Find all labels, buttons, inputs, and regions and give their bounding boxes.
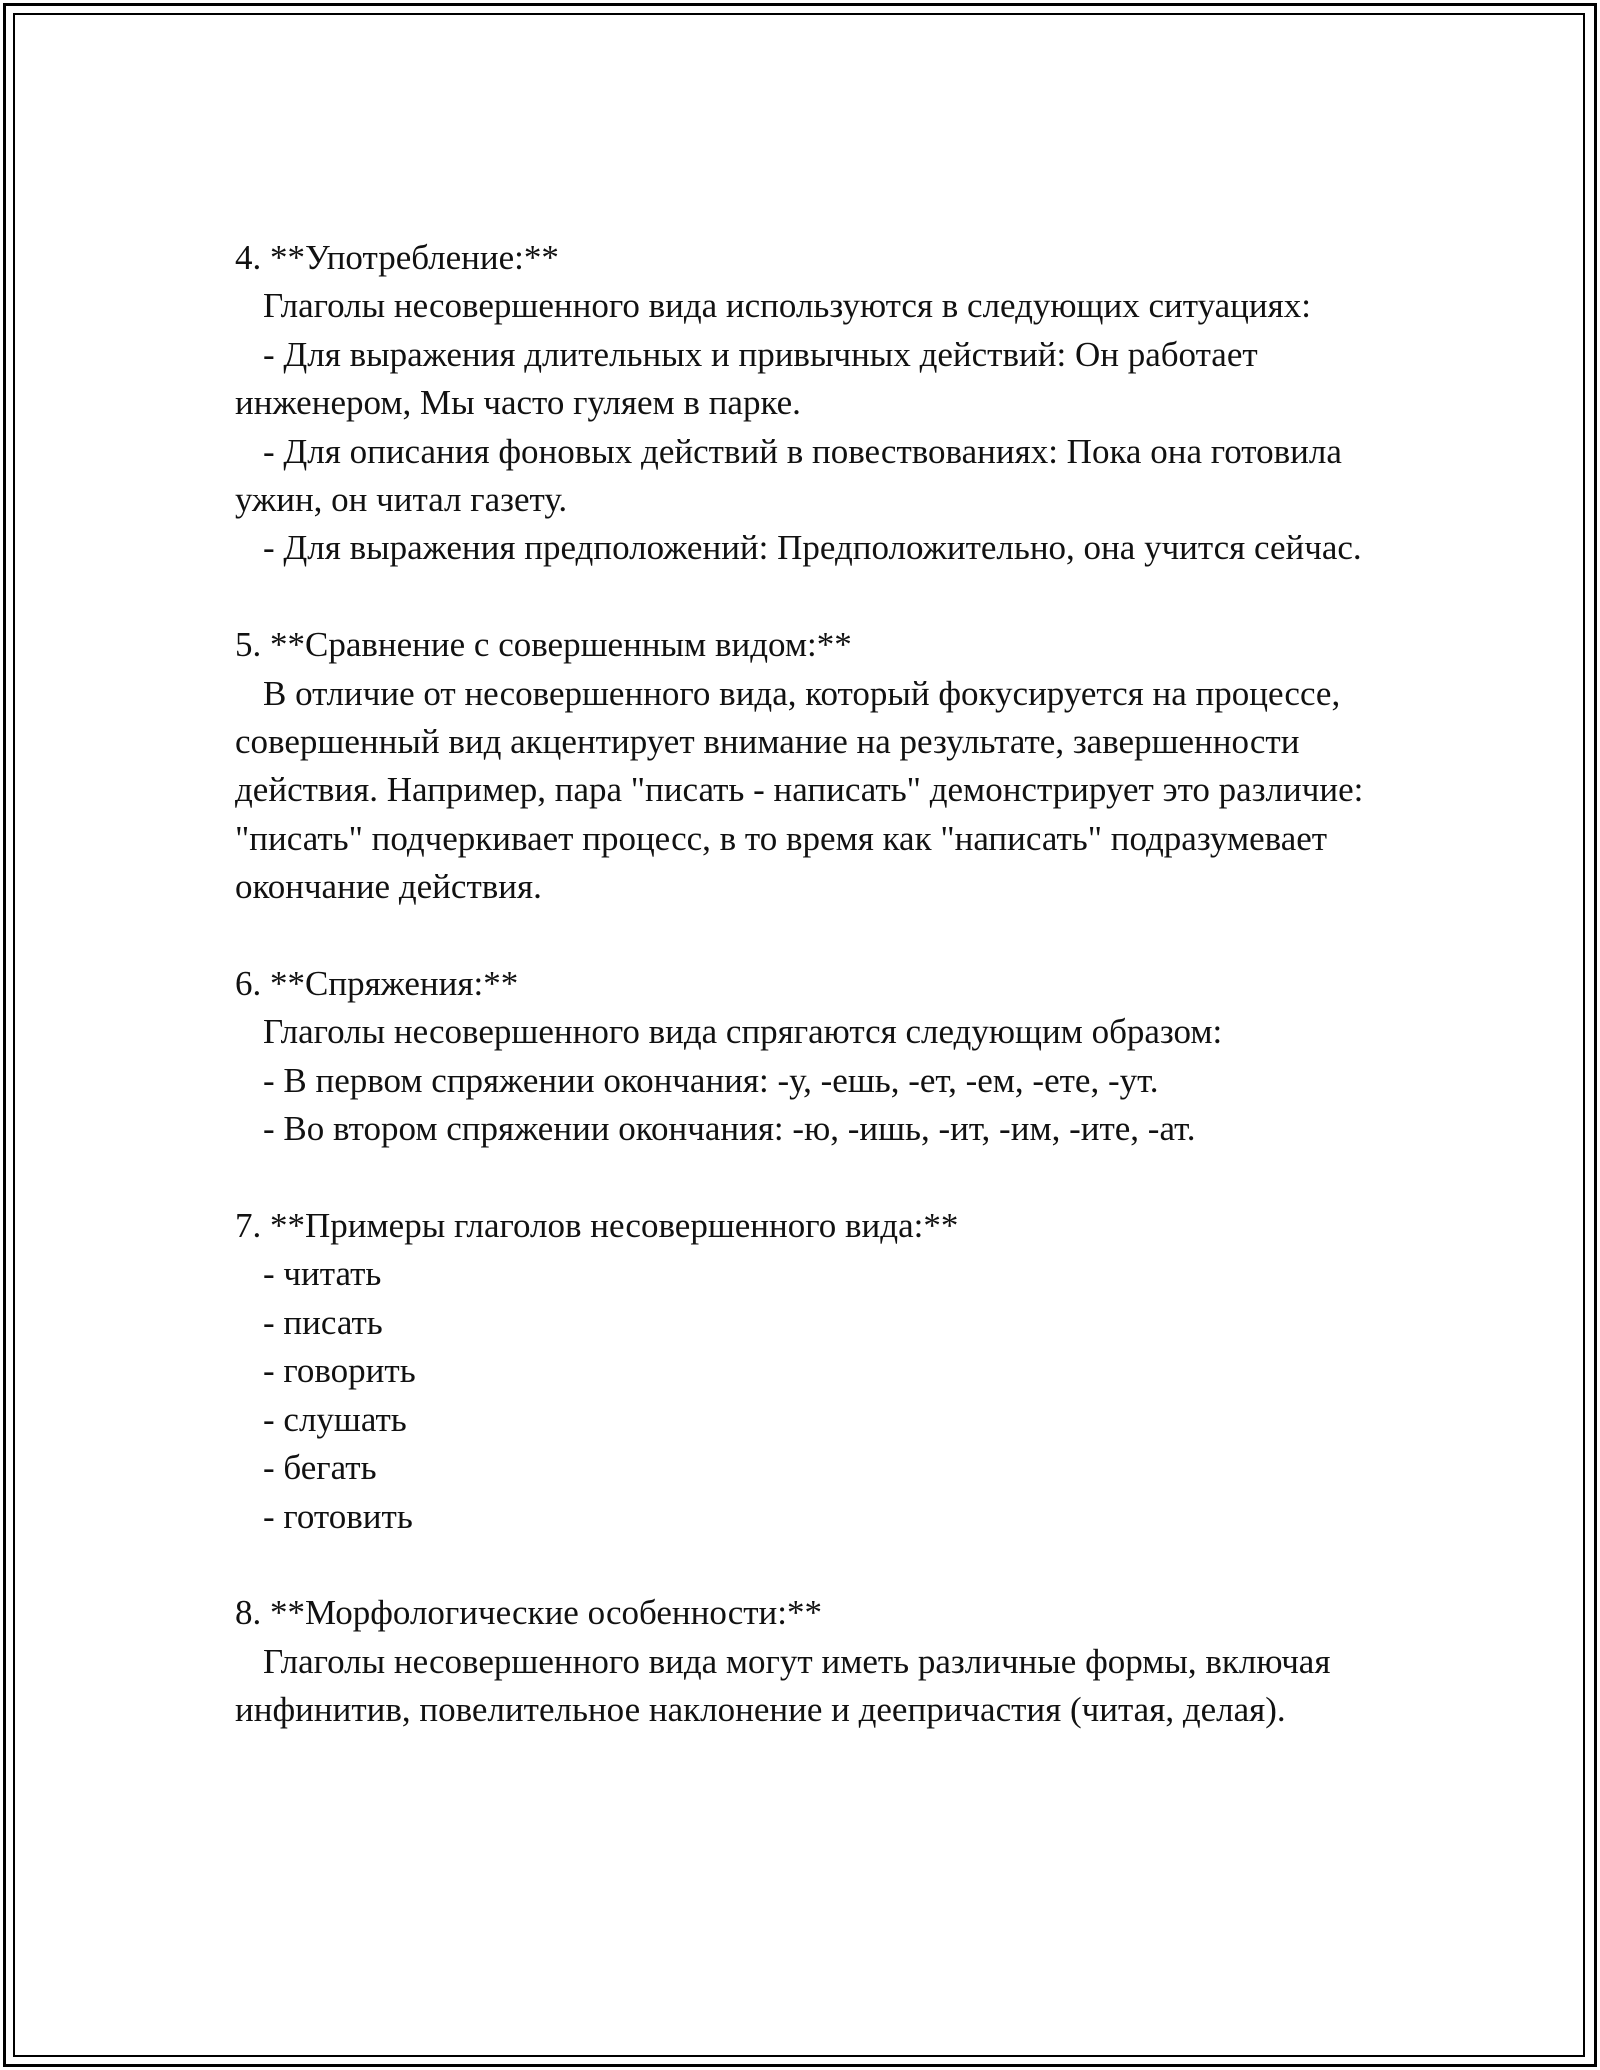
section-heading: 6. **Спряжения:** <box>235 964 519 1004</box>
section-heading: 7. **Примеры глаголов несовершенного вида:** <box>235 1206 959 1246</box>
list-item: - Для описания фоновых действий в повествованиях: Пока она готовила ужин, он читал газету. <box>235 431 1342 520</box>
section-usage <box>235 234 1385 573</box>
section-paragraph: Глаголы несовершенного вида могут иметь различные формы, включая инфинитив, повелительное наклонение и деепричастия (читая, делая). <box>235 1641 1331 1730</box>
list-item: - Для выражения длительных и привычных действий: Он работает инженером, Мы часто гуляем в парке. <box>235 334 1258 423</box>
document-body <box>235 234 1385 1735</box>
section-paragraph: Глаголы несовершенного вида используются в следующих ситуациях: <box>263 286 1311 326</box>
section-morphology <box>235 1589 1385 1734</box>
section-comparison <box>235 621 1385 911</box>
section-examples <box>235 1202 1385 1541</box>
list-item: - говорить <box>263 1351 416 1391</box>
section-heading: 8. **Морфологические особенности:** <box>235 1593 822 1633</box>
list-item: - читать <box>263 1254 382 1294</box>
section-heading: 5. **Сравнение с совершенным видом:** <box>235 625 852 665</box>
section-paragraph: В отличие от несовершенного вида, который фокусируется на процессе, совершенный вид акцентирует внимание на результате, завершенности действия. Например, пара "писать - написать" демонстрирует это различие: "писать" подчеркивает процесс, в то время как "написать" подразумевает окончание действия. <box>235 673 1364 907</box>
list-item: - готовить <box>263 1496 413 1536</box>
section-heading: 4. **Употребление:** <box>235 238 559 277</box>
list-item: - бегать <box>263 1448 377 1488</box>
list-item: - писать <box>263 1302 383 1342</box>
list-item: - слушать <box>263 1399 407 1439</box>
list-item: - В первом спряжении окончания: -у, -ешь, -ет, -ем, -ете, -ут. <box>263 1060 1159 1100</box>
list-item: - Во втором спряжении окончания: -ю, -ишь, -ит, -им, -ите, -ат. <box>263 1109 1196 1149</box>
list-item: - Для выражения предположений: Предположительно, она учится сейчас. <box>263 528 1362 568</box>
section-conjugation <box>235 960 1385 1154</box>
section-paragraph: Глаголы несовершенного вида спрягаются следующим образом: <box>263 1012 1223 1052</box>
